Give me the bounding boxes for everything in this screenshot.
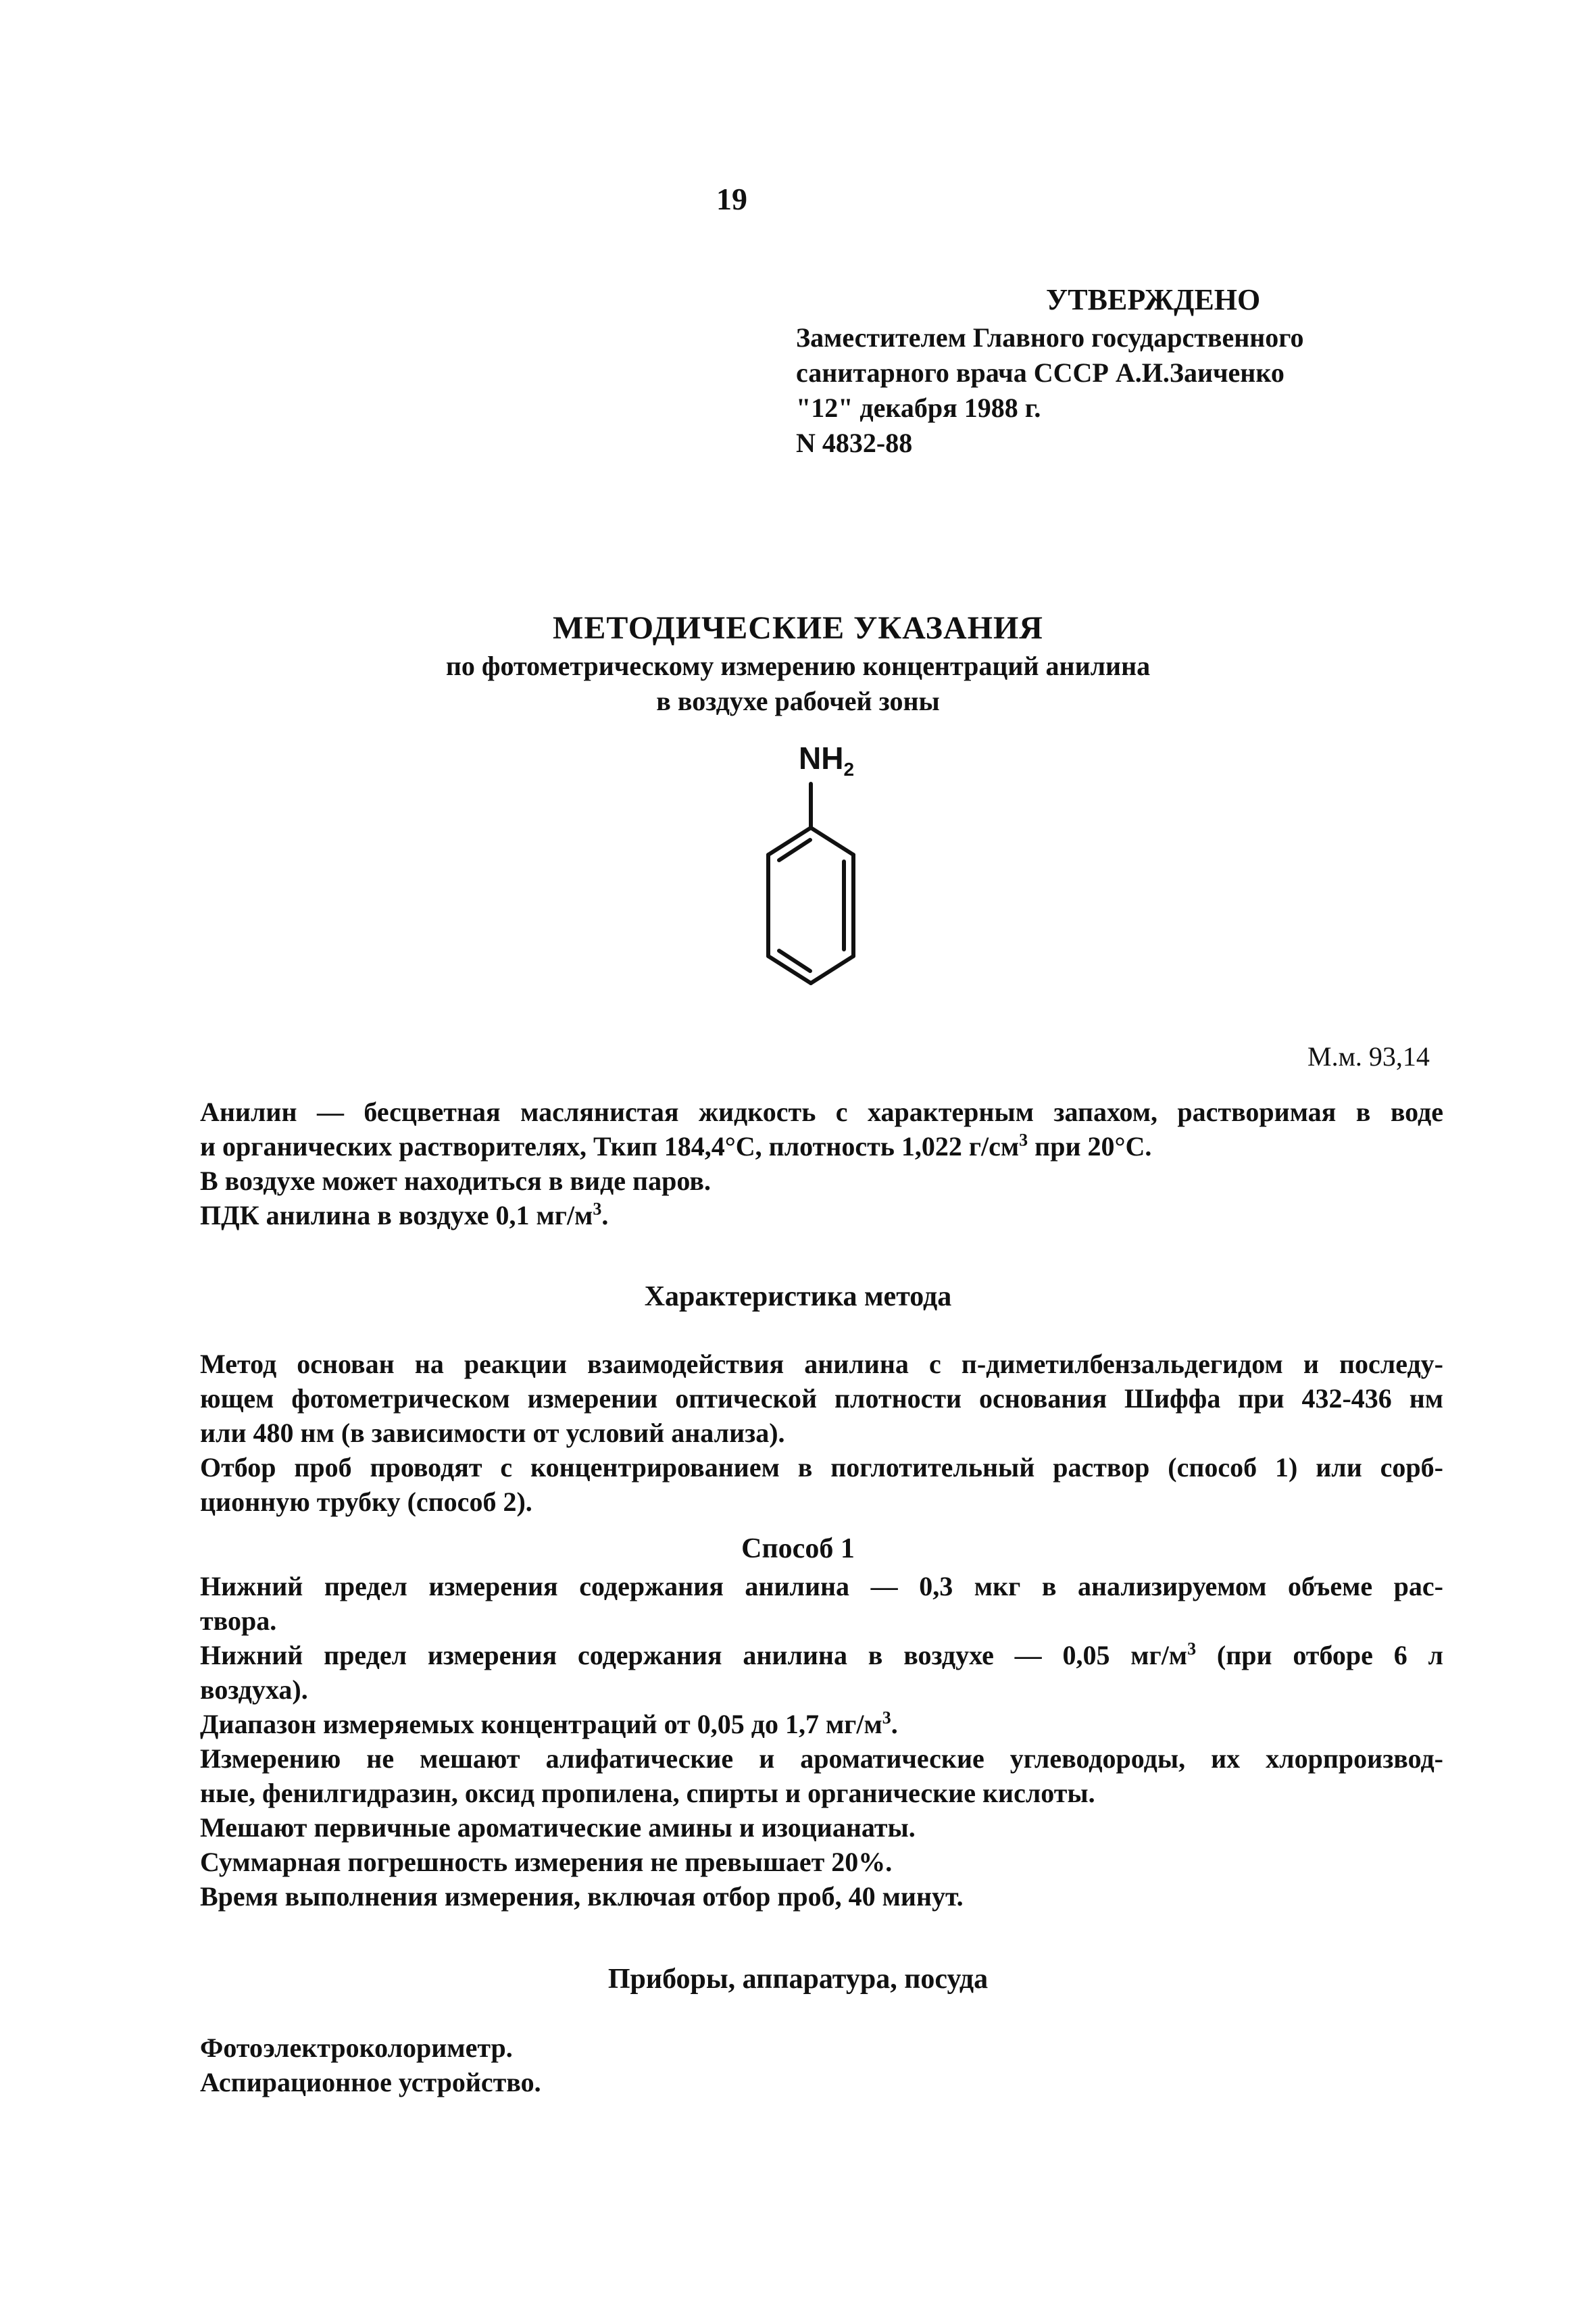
text-line: Метод основан на реакции взаимодействия анилина с п-диметилбензальдегидом и последу- <box>200 1349 1443 1379</box>
text-line: Мешают первичные ароматические амины и изоцианаты. <box>200 1812 916 1843</box>
amino-group-subscript: 2 <box>843 759 855 780</box>
list-item: Аспирационное устройство. <box>200 2067 541 2097</box>
approval-stamp <box>796 282 1303 461</box>
approval-line: санитарного врача СССР А.И.Заиченко <box>796 357 1285 388</box>
title-subtitle: по фотометрическому измерению концентраций анилина <box>445 651 1151 681</box>
text-line: или 480 нм (в зависимости от условий анализа). <box>200 1418 785 1448</box>
list-item: Фотоэлектроколориметр. <box>200 2033 513 2063</box>
method-heading: Способ 1 <box>741 1533 855 1564</box>
text-line: ющем фотометрическом измерении оптической плотности основания Шиффа при 432-436 нм <box>200 1383 1443 1414</box>
ring-bond <box>811 828 853 855</box>
section-heading: Характеристика метода <box>644 1281 952 1312</box>
text-line: Нижний предел измерения содержания анилина в воздухе — 0,05 $мг/м^3$ (при отборе 6 л <box>200 1639 1443 1670</box>
approval-date: "12" декабря 1988 г. <box>796 393 1041 423</box>
method-1-section <box>200 1569 1443 1914</box>
intro-section <box>200 1095 1443 1233</box>
text-line: ные, фенилгидразин, оксид пропилена, спирты и органические кислоты. <box>200 1778 1095 1808</box>
approval-heading: УТВЕРЖДЕНО <box>1046 283 1261 316</box>
approval-number: N 4832-88 <box>796 428 913 458</box>
section-heading: Приборы, аппаратура, посуда <box>607 1964 989 1995</box>
text-line: Отбор проб проводят с концентрированием в поглотительный раствор (способ 1) или сорб- <box>200 1452 1443 1483</box>
method-characteristics <box>200 1347 1443 1519</box>
page-number: 19 <box>716 182 747 216</box>
text-line: Измерению не мешают алифатические и ароматические углеводороды, их хлорпроизвод- <box>200 1743 1443 1774</box>
title-main: МЕТОДИЧЕСКИЕ УКАЗАНИЯ <box>553 610 1043 646</box>
approval-line: Заместителем Главного государственного <box>796 322 1304 353</box>
text-line: Диапазон измеряемых концентраций от 0,05 до 1,7 $мг/м^3$. <box>200 1708 898 1739</box>
text-line: Суммарная погрешность измерения не превышает 20%. <box>200 1847 893 1877</box>
amino-group-text: NH <box>799 741 844 776</box>
document-title <box>0 608 1596 719</box>
text-line: Время выполнения измерения, включая отбор проб, 40 минут. <box>200 1881 964 1912</box>
molar-mass: М.м. 93,14 <box>1307 1041 1430 1072</box>
text-line: ПДК анилина в воздухе 0,1 $мг/м^3$. <box>200 1199 609 1230</box>
text-line: Нижний предел измерения содержания анилина — 0,3 мкг в анализируемом объеме рас- <box>200 1571 1443 1601</box>
text-line: воздуха). <box>200 1674 308 1705</box>
text-line: В воздухе может находиться в виде паров. <box>200 1166 711 1196</box>
text-line: Анилин — бесцветная маслянистая жидкость с характерным запахом, растворимая в воде <box>200 1097 1443 1127</box>
ring-bond <box>811 956 853 983</box>
text-line: ционную трубку (способ 2). <box>200 1487 532 1517</box>
equipment-list <box>200 2031 1443 2099</box>
text-line: и органических растворителях, Ткип 184,4°С, плотность 1,022 $г/см^3$ при 20°С. <box>200 1130 1152 1162</box>
text-line: твора. <box>200 1605 277 1636</box>
benzene-ring-structure <box>740 740 875 1024</box>
title-subtitle: в воздухе рабочей зоны <box>656 686 940 716</box>
